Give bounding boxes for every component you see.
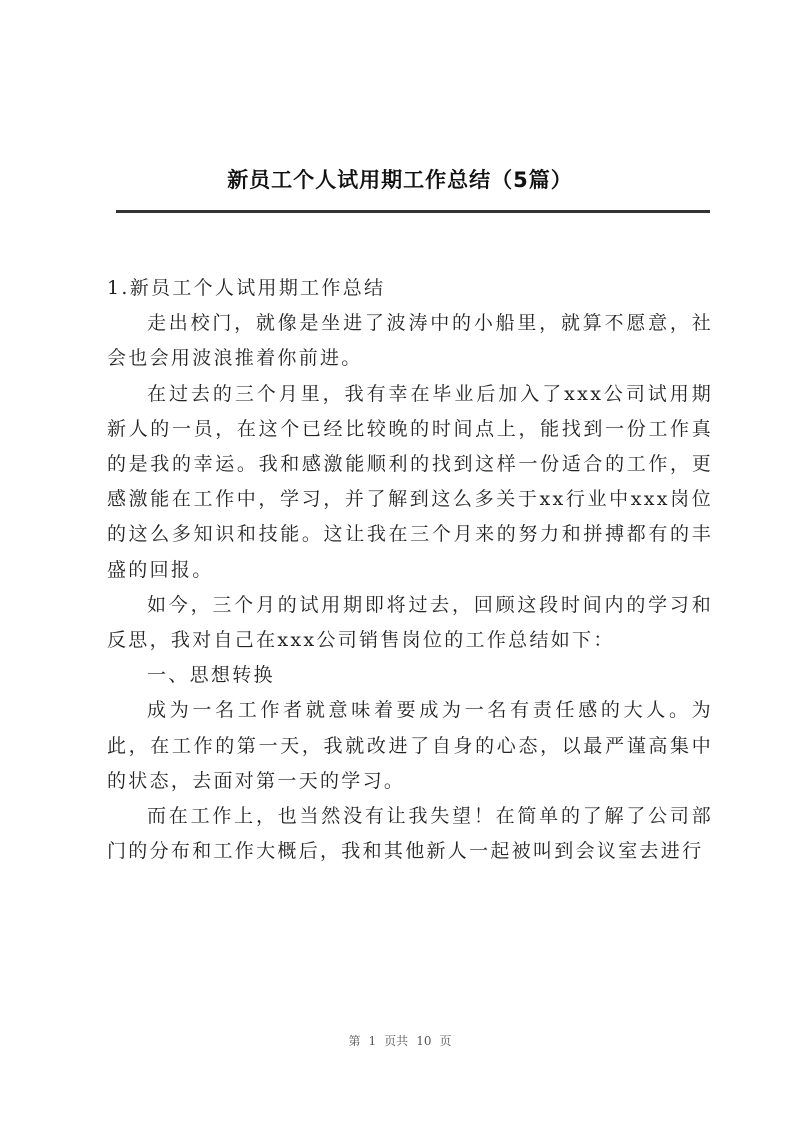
document-body — [107, 271, 713, 869]
page-suffix: 页 — [439, 1034, 452, 1048]
paragraph: 成为一名工作者就意味着要成为一名有责任感的大人。为此，在工作的第一天，我就改进了自身的心态，以最严谨高集中的状态，去面对第一天的学习。 — [107, 699, 713, 792]
page-mid: 页共 — [384, 1034, 409, 1048]
page-number: 1 — [368, 1034, 377, 1048]
paragraph: 而在工作上，也当然没有让我失望！在简单的了解了公司部门的分布和工作大概后，我和其他新人一起被叫到会议室去进行 — [107, 805, 713, 863]
document-title: 新员工个人试用期工作总结（5篇） — [227, 168, 573, 192]
subsection-heading: 一、思想转换 — [147, 664, 275, 687]
title-divider — [116, 210, 710, 213]
paragraph: 走出校门，就像是坐进了波涛中的小船里，就算不愿意，社会也会用波浪推着你前进。 — [107, 312, 713, 370]
section-heading: 1.新员工个人试用期工作总结 — [107, 277, 386, 299]
page-prefix: 第 — [348, 1034, 361, 1048]
paragraph: 在过去的三个月里，我有幸在毕业后加入了xxx公司试用期新人的一员，在这个已经比较晚的时间点上，能找到一份工作真的是我的幸运。我和感激能顺利的找到这样一份适合的工作，更感激能在工作中，学习，并了解到这么多关于xx行业中xxx岗位的这么多知识和技能。这让我在三个月来的努力和拼搏都有的丰盛的回报。 — [107, 382, 713, 581]
page-footer — [0, 1032, 800, 1049]
paragraph: 如今，三个月的试用期即将过去，回顾这段时间内的学习和反思，我对自己在xxx公司销售岗位的工作总结如下： — [107, 593, 713, 652]
page-total: 10 — [416, 1034, 432, 1048]
